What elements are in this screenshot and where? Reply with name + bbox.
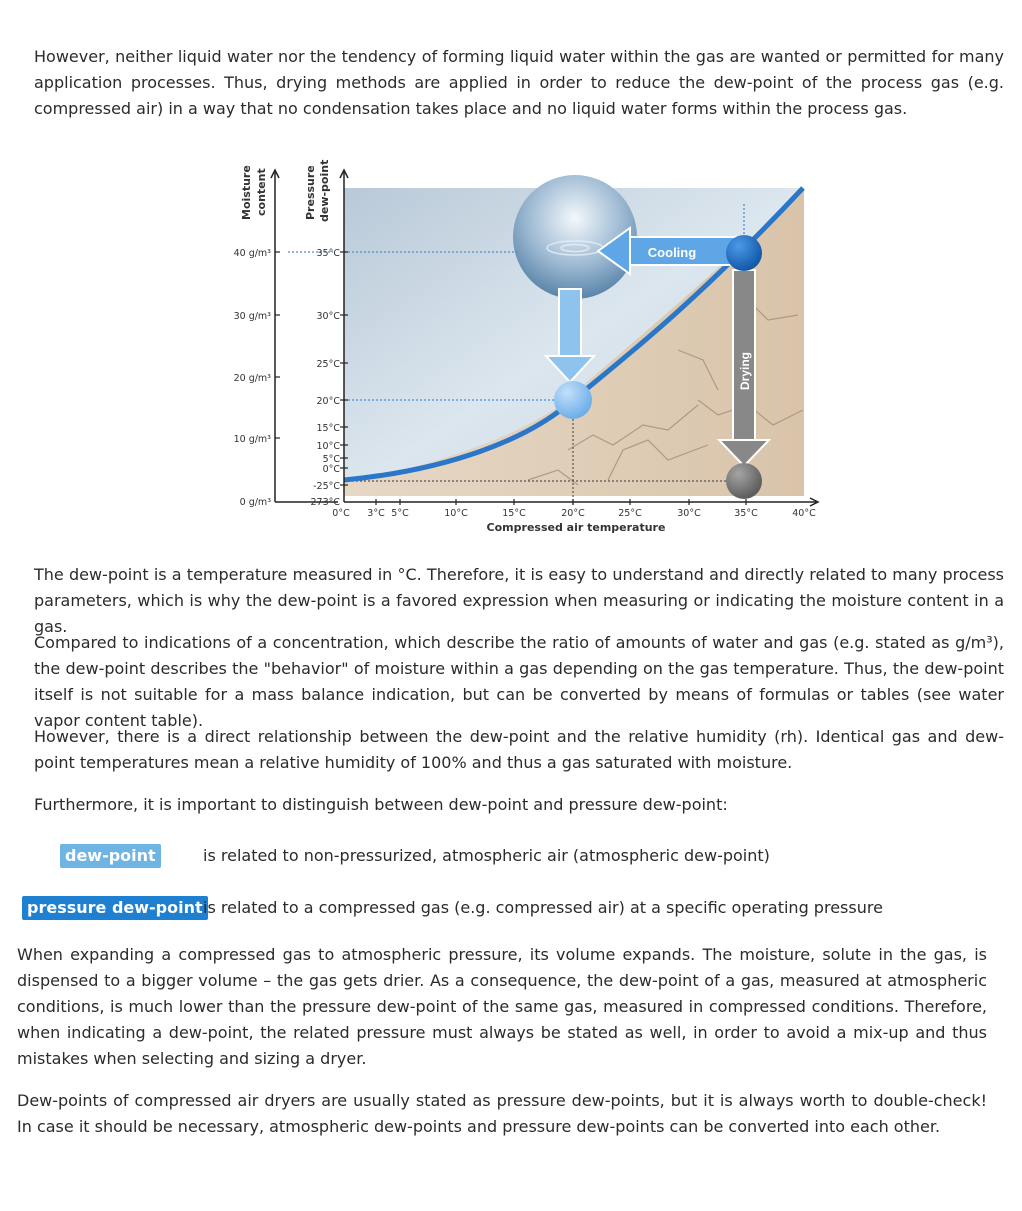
moisture-tick: 20 g/m³	[233, 373, 271, 384]
x-tick: 15°C	[502, 508, 526, 519]
pressure-dew-point-badge: pressure dew-point	[22, 896, 208, 920]
pdp-tick: 0°C	[322, 464, 340, 475]
pdp-tick: 25°C	[316, 359, 340, 370]
pressure-axis-title-1: Pressure	[304, 165, 317, 220]
dew-point-badge: dew-point	[60, 844, 161, 868]
pdp-tick: -273°C	[307, 497, 340, 508]
pressure-axis-title-2: dew-point	[318, 159, 331, 222]
moisture-axis-title-1: Moisture	[240, 165, 253, 220]
x-tick: 25°C	[618, 508, 642, 519]
x-axis-title: Compressed air temperature	[486, 521, 666, 534]
x-tick: 30°C	[677, 508, 701, 519]
moisture-tick: 10 g/m³	[233, 434, 271, 445]
drying-label: Drying	[738, 351, 752, 390]
pdp-tick: 20°C	[316, 396, 340, 407]
x-tick: 5°C	[391, 508, 409, 519]
dew-point-description: is related to non-pressurized, atmospheric air (atmospheric dew-point)	[203, 846, 770, 865]
start-point-dark	[726, 235, 762, 271]
dew-point-diagram	[228, 150, 828, 545]
x-tick: 10°C	[444, 508, 468, 519]
pdp-tick: 5°C	[322, 454, 340, 465]
moisture-tick: 40 g/m³	[233, 248, 271, 259]
paragraph-distinguish: Furthermore, it is important to distinguish between dew-point and pressure dew-point:	[34, 795, 728, 814]
x-tick: 35°C	[734, 508, 758, 519]
paragraph-double-check: Dew-points of compressed air dryers are usually stated as pressure dew-points, but it is always worth to double-check! In case it should be necessary, atmospheric dew-points and pressure dew-points can be converted into each other.	[17, 1091, 987, 1136]
x-tick: 40°C	[792, 508, 816, 519]
moisture-tick: 30 g/m³	[233, 311, 271, 322]
paragraph-dewpoint-definition: The dew-point is a temperature measured in °C. Therefore, it is easy to understand and directly related to many process parameters, which is why the dew-point is a favored expression when measuring or indicating the moisture content in a gas.	[34, 565, 1004, 636]
moisture-axis-title-2: content	[255, 168, 268, 216]
pressure-dew-point-description: is related to a compressed gas (e.g. compressed air) at a specific operating pressure	[203, 898, 883, 917]
pdp-tick: 10°C	[316, 441, 340, 452]
paragraph-relative-humidity: However, there is a direct relationship between the dew-point and the relative humidity (rh). Identical gas and dew-point temperatures mean a relative humidity of 100% and thus a gas saturated with moisture.	[34, 727, 1004, 772]
pdp-tick: 15°C	[316, 423, 340, 434]
cooled-point-light	[554, 381, 592, 419]
cooling-label: Cooling	[647, 245, 697, 260]
x-tick: 0°C	[332, 508, 350, 519]
pdp-tick: 35°C	[316, 248, 340, 259]
paragraph-concentration: Compared to indications of a concentration, which describe the ratio of amounts of water and gas (e.g. stated as g/m³), the dew-point describes the "behavior" of moisture within a gas depending on the gas temperature. Thus, the dew-point itself is not suitable for a mass balance indication, but can be converted by means of formulas or tables (see water vapor content table).	[34, 633, 1004, 730]
intro-paragraph: However, neither liquid water nor the tendency of forming liquid water within the gas are wanted or permitted for many application processes. Thus, drying methods are applied in order to reduce the dew-point of the process gas (e.g. compressed air) in a way that no condensation takes place and no liquid water forms within the process gas.	[34, 47, 1004, 118]
dried-point-grey	[726, 463, 762, 499]
moisture-tick: 0 g/m³	[239, 497, 271, 508]
x-tick: 3°C	[367, 508, 385, 519]
pdp-tick: -25°C	[313, 481, 340, 492]
paragraph-expansion: When expanding a compressed gas to atmospheric pressure, its volume expands. The moisture, solute in the gas, is dispensed to a bigger volume – the gas gets drier. As a consequence, the dew-point of a gas, measured at atmospheric conditions, is much lower than the pressure dew-point of the same gas, measured in compressed conditions. Therefore, when indicating a dew-point, the related pressure must always be stated as well, in order to avoid a mix-up and thus mistakes when selecting and sizing a dryer.	[17, 945, 987, 1068]
pdp-tick: 30°C	[316, 311, 340, 322]
x-tick: 20°C	[561, 508, 585, 519]
